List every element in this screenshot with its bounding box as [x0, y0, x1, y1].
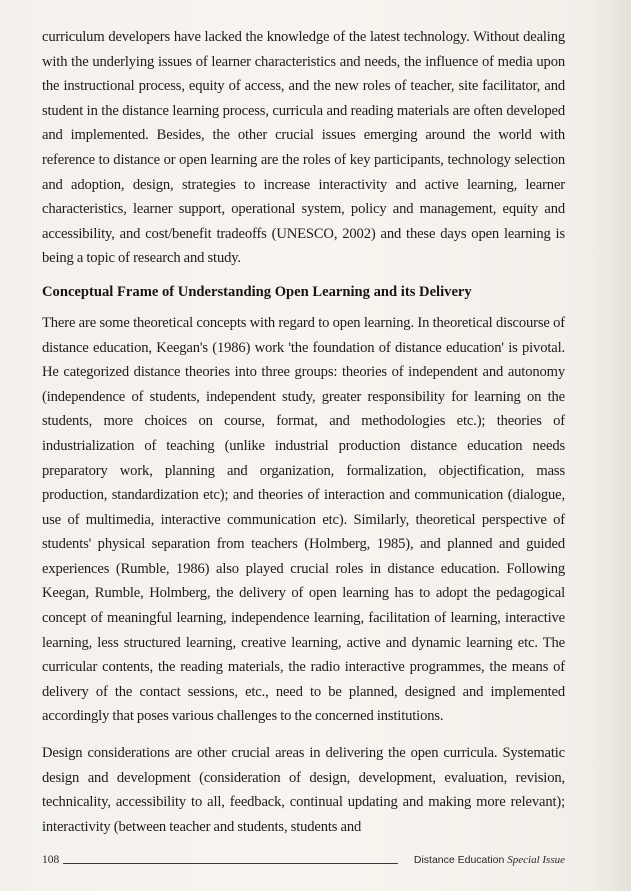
paragraph-design-considerations: Design considerations are other crucial areas in delivering the open curricula. Systematic design and development (consideration of design, development, evaluation, revision, technicality, accessibility to all, feedback, continual updating and making more relevant); interactivity (between teacher and students, students and: [42, 745, 565, 835]
footer-rule: [63, 863, 398, 864]
page-footer: [42, 847, 565, 867]
footer-spacer: [42, 839, 565, 847]
paragraph-theoretical-concepts: There are some theoretical concepts with regard to open learning. In theoretical discourse of distance education, Keegan's (1986) work 'the foundation of distance education' is pivotal. He categorized distance theories into three groups: theories of independent and autonomy (independence of students, independent study, greater responsibility for learning on the students, more choices on course, format, and methodologies etc.); theories of industrialization of teaching (unlike industrial production distance education needs preparatory work, planning and organization, formalization, objectification, mass production, standardization etc); and theories of interaction and communication (dialogue, use of multimedia, interactive communication etc). Similarly, theoretical perspective of students' physical separation from teachers (Holmberg, 1985), and planned and guided experiences (Rumble, 1986) also played crucial roles in distance education. Following Keegan, Rumble, Holmberg, the delivery of open learning has to adopt the pedagogical concept of meaningful learning, independence learning, facilitation of learning, interactive learning, less structured learning, creative learning, active and dynamic learning etc. The curricular contents, the reading materials, the radio interactive programmes, the means of delivery of the contact sessions, etc., need to be planned, designed and implemented accordingly that poses various challenges to the concerned institutions.: [42, 314, 565, 725]
journal-title: [406, 853, 565, 867]
page-edge-shadow: [591, 0, 631, 891]
document-body: [42, 25, 565, 839]
section-heading: Conceptual Frame of Understanding Open Learning and its Delivery: [42, 283, 472, 300]
page-number: 108: [42, 854, 60, 867]
journal-name: Distance Education: [413, 854, 505, 867]
paragraph-intro: curriculum developers have lacked the knowledge of the latest technology. Without dealing with the underlying issues of learner characteristics and needs, the influence of media upon the instructional process, equity of access, and the new roles of teacher, site facilitator, and student in the distance learning process, curricula and reading materials are often developed and implemented. Besides, the other crucial issues emerging around the world with reference to distance or open learning are the roles of key participants, technology selection and adoption, design, strategies to increase interactivity and active learning, learner characteristics, learner support, operational system, policy and management, equity and accessibility, and cost/benefit tradeoffs (UNESCO, 2002) and these days open learning is being a topic of research and study.: [42, 29, 565, 267]
issue-label: Special Issue: [507, 854, 565, 867]
